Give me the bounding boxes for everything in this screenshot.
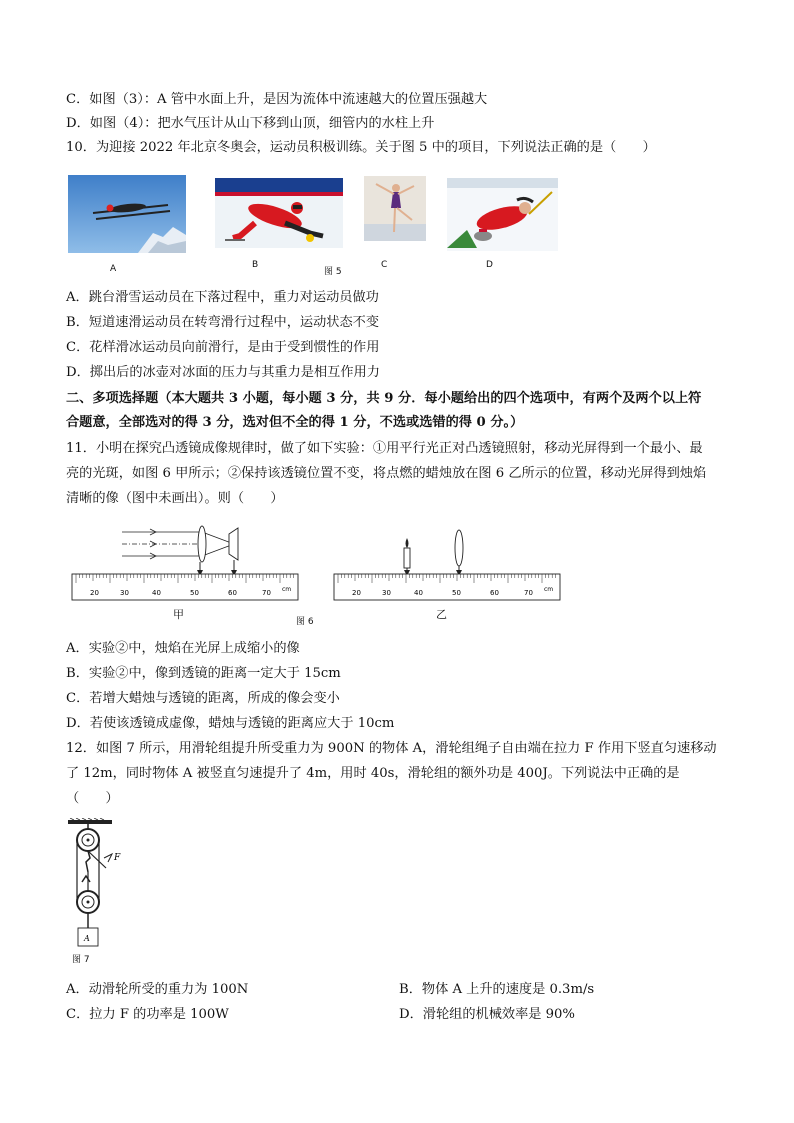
fig6-caption: 图 6: [296, 617, 314, 627]
fig7-caption: 图 7: [72, 955, 90, 965]
fig5-label-c: C: [381, 260, 388, 270]
q12-option-a: A．动滑轮所受的重力为 100N: [66, 982, 249, 997]
q12-option-c: C．拉力 F 的功率是 100W: [66, 1007, 229, 1022]
fig6-label-jia: 甲: [173, 608, 184, 621]
fig6-jia-tick-20: 20: [90, 589, 99, 597]
q10-option-c: C．花样滑冰运动员向前滑行，是由于受到惯性的作用: [66, 340, 380, 355]
fig5-caption: 图 5: [324, 267, 342, 277]
q10-stem: 10．为迎接 2022 年北京冬奥会，运动员积极训练。关于图 5 中的项目，下列说法正确的是（ ）: [66, 140, 656, 155]
q9-option-c: C．如图（3）：A 管中水面上升，是因为流体中流速越大的位置压强越大: [66, 92, 488, 107]
fig6-jia-tick-50: 50: [190, 589, 199, 597]
fig5-d-curling-image: [447, 178, 558, 251]
section2-heading-line1: 二、多项选择题（本大题共 3 小题，每小题 3 分，共 9 分．每小题给出的四个选项中，有两个及两个以上符: [66, 391, 702, 406]
fig6-yi-tick-70: 70: [524, 589, 533, 597]
q12-stem-line2: 了 12m，同时物体 A 被竖直匀速提升了 4m，用时 40s，滑轮组的额外功是 400J。下列说法中正确的是: [66, 766, 680, 781]
fig5-b-speed-skater-image: [215, 178, 343, 248]
fig5-label-a: A: [110, 264, 117, 274]
fig5-label-d: D: [486, 260, 493, 270]
fig6-yi-tick-30: 30: [382, 589, 391, 597]
q11-stem-line2: 亮的光斑，如图 6 甲所示；②保持该透镜位置不变，将点燃的蜡烛放在图 6 乙所示的位置，移动光屏得到烛焰: [66, 466, 707, 481]
fig5-c-figure-skater-image: [364, 176, 426, 241]
fig6-jia-unit: cm: [282, 586, 292, 593]
fig7-label-f: F: [114, 853, 121, 863]
fig6-jia-tick-40: 40: [152, 589, 161, 597]
fig5-label-b: B: [252, 260, 259, 270]
fig6-yi-diagram: [332, 520, 562, 602]
q11-option-a: A．实验②中，烛焰在光屏上成缩小的像: [66, 641, 300, 656]
q12-option-b: B．物体 A 上升的速度是 0.3m/s: [399, 982, 595, 997]
q10-option-a: A．跳台滑雪运动员在下落过程中，重力对运动员做功: [66, 290, 379, 305]
q12-stem-line1: 12．如图 7 所示，用滑轮组提升所受重力为 900N 的物体 A，滑轮组绳子自由端在拉力 F 作用下竖直匀速移动: [66, 741, 717, 756]
q11-option-c: C．若增大蜡烛与透镜的距离，所成的像会变小: [66, 691, 340, 706]
fig6-yi-tick-20: 20: [352, 589, 361, 597]
q10-option-b: B．短道速滑运动员在转弯滑行过程中，运动状态不变: [66, 315, 380, 330]
q12-option-d: D．滑轮组的机械效率是 90%: [399, 1007, 575, 1022]
fig6-yi-tick-40: 40: [414, 589, 423, 597]
fig6-yi-unit: cm: [544, 586, 554, 593]
q11-stem-line1: 11．小明在探究凸透镜成像规律时，做了如下实验：①用平行光正对凸透镜照射，移动光屏得到一个最小、最: [66, 441, 703, 456]
q11-option-b: B．实验②中，像到透镜的距离一定大于 15cm: [66, 666, 341, 681]
q10-option-d: D．掷出后的冰壶对冰面的压力与其重力是相互作用力: [66, 365, 380, 380]
fig7-pulley-diagram: [64, 818, 134, 950]
fig6-yi-tick-60: 60: [490, 589, 499, 597]
fig6-jia-tick-30: 30: [120, 589, 129, 597]
fig6-jia-tick-70: 70: [262, 589, 271, 597]
q9-option-d: D．如图（4）：把水气压计从山下移到山顶，细管内的水柱上升: [66, 116, 435, 131]
q12-stem-line3: （ ）: [66, 791, 119, 806]
fig5-a-ski-jump-image: [68, 175, 186, 253]
q11-option-d: D．若使该透镜成虚像，蜡烛与透镜的距离应大于 10cm: [66, 716, 395, 731]
section2-heading-line2: 合题意，全部选对的得 3 分，选对但不全的得 1 分，不选或选错的得 0 分。）: [66, 415, 524, 430]
fig6-jia-tick-60: 60: [228, 589, 237, 597]
fig6-jia-diagram: [70, 520, 300, 602]
fig7-label-a: A: [84, 934, 90, 943]
q11-stem-line3: 清晰的像（图中未画出）。则（ ）: [66, 491, 284, 506]
fig6-label-yi: 乙: [436, 608, 447, 621]
fig6-yi-tick-50: 50: [452, 589, 461, 597]
